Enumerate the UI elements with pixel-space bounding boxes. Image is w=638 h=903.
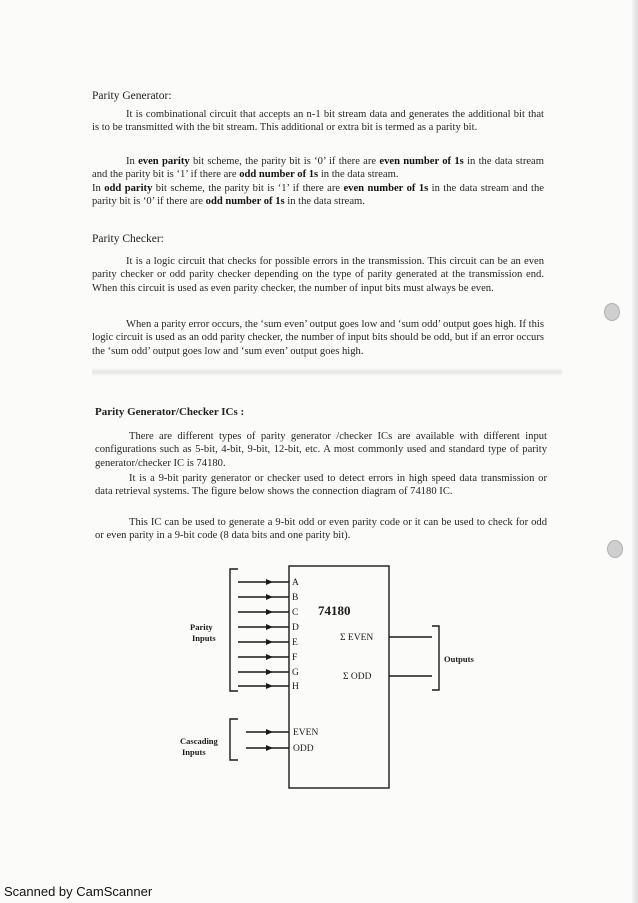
chip-74180-body bbox=[289, 566, 389, 788]
cascading-inputs-bracket bbox=[230, 719, 238, 760]
parity-inputs-bracket bbox=[230, 569, 238, 691]
ic-74180-description: It is a 9-bit parity generator or checker used to detect errors in high speed data transmission or data retrieval systems. The figure below shows the connection diagram of 74180 IC. bbox=[95, 473, 547, 498]
pin-label-b: B bbox=[292, 593, 299, 603]
pin-label-h: H bbox=[292, 682, 299, 692]
even-parity-scheme: In even parity bit scheme, the parity bit is ‘0’ if there are even number of 1s in the data stream and the parity bit is ‘1’ if there are odd number of 1s in the data stream. bbox=[92, 156, 544, 181]
pin-label-c: C bbox=[292, 608, 299, 618]
parity-generator-heading: Parity Generator: bbox=[92, 90, 172, 102]
pin-label-e: E bbox=[292, 638, 298, 648]
parity-checker-heading: Parity Checker: bbox=[92, 233, 164, 245]
parity-checker-description: It is a logic circuit that checks for possible errors in the transmission. This circuit can be an even parity checker or odd parity checker depending on the type of parity generated at the transmission end. When this circuit is used as even parity checker, the number of input bits must always be even. bbox=[92, 256, 544, 294]
scanner-watermark: Scanned by CamScanner bbox=[4, 884, 153, 899]
ic-usage-paragraph: This IC can be used to generate a 9-bit odd or even parity code or it can be used to check for odd or even parity in a 9-bit code (8 data bits and one parity bit). bbox=[95, 517, 547, 542]
pin-label-g: G bbox=[292, 668, 299, 678]
parity-error-behavior: When a parity error occurs, the ‘sum even’ output goes low and ‘sum odd’ output goes high. If this logic circuit is used as an odd parity checker, the number of input bits should be odd, but if an error occurs the ‘sum odd’ output goes low and ‘sum even’ output goes high. bbox=[92, 319, 544, 357]
pin-label-d: D bbox=[292, 623, 299, 633]
ic-types-paragraph: There are different types of parity generator /checker ICs are available with different input configurations such as 5-bit, 4-bit, 9-bit, 12-bit, etc. A most commonly used and standard type of parity generator/checker IC is 74180. bbox=[95, 431, 547, 469]
pin-label-f: F bbox=[292, 653, 298, 663]
odd-parity-scheme: In odd parity bit scheme, the parity bit is ‘1’ if there are even number of 1s in the data stream and the parity bit is ‘0’ if there are odd number of 1s in the data stream. bbox=[92, 183, 544, 208]
outputs-label: Outputs bbox=[444, 654, 474, 664]
pin-label-sum-odd: Σ ODD bbox=[343, 672, 372, 682]
outputs-bracket bbox=[432, 626, 439, 690]
parity-inputs-label: Parity Inputs bbox=[190, 622, 216, 643]
pin-label-cascade-even: EVEN bbox=[293, 728, 319, 738]
chip-part-number: 74180 bbox=[318, 603, 351, 618]
pin-label-sum-even: Σ EVEN bbox=[340, 633, 374, 643]
pin-label-cascade-odd: ODD bbox=[293, 744, 314, 754]
parity-ics-heading: Parity Generator/Checker ICs : bbox=[95, 406, 245, 418]
cascading-inputs-label: Cascading Inputs bbox=[180, 736, 218, 757]
parity-generator-intro: It is combinational circuit that accepts an n-1 bit stream data and generates the additional bit that is to be transmitted with the bit stream. This additional or extra bit is termed as a parity bit. bbox=[92, 109, 544, 134]
pin-label-a: A bbox=[292, 578, 299, 588]
